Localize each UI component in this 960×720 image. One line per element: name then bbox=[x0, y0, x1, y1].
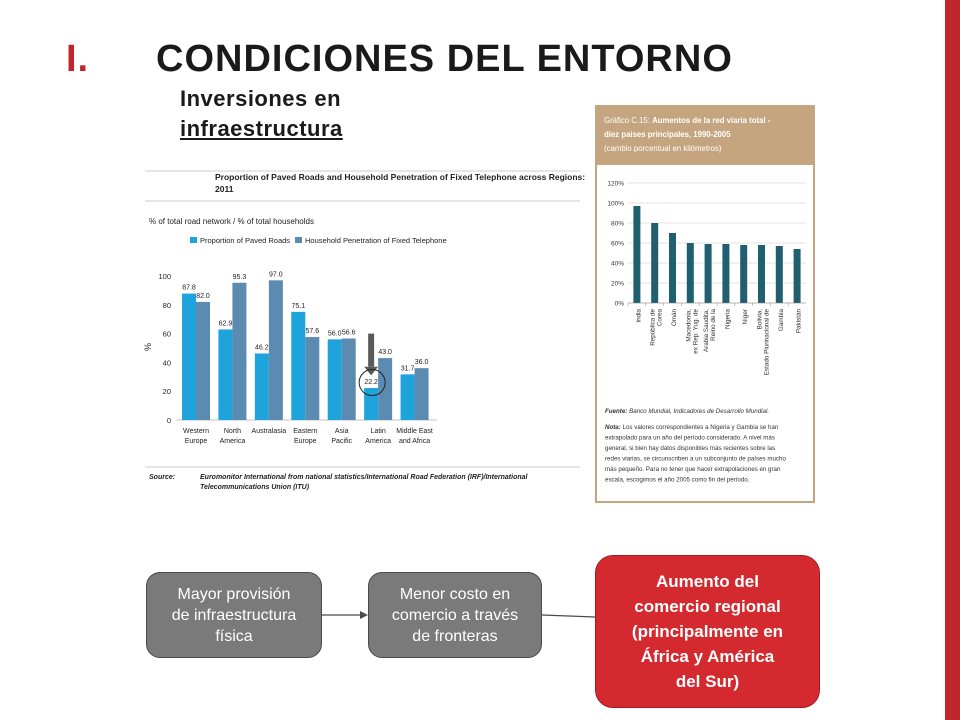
chart1-bar bbox=[328, 339, 342, 420]
chart2-bar bbox=[758, 245, 765, 303]
chart1-category-label: Australasia bbox=[251, 428, 287, 435]
chart2-source-text: Banco Mundial, Indicadores de Desarrollo Mundial. bbox=[629, 408, 770, 415]
chart2-bar bbox=[687, 243, 694, 303]
chart2-category-label: Omán bbox=[671, 309, 678, 327]
chart1-data-label: 62.9 bbox=[218, 320, 233, 328]
chart1-bar bbox=[291, 312, 305, 420]
chart1-data-label: 57.6 bbox=[305, 328, 320, 336]
chart2-bar bbox=[669, 233, 676, 303]
chart2-y-tick: 120% bbox=[607, 180, 624, 188]
slide-title: CONDICIONES DEL ENTORNO bbox=[156, 38, 733, 80]
paved-roads-telephone-chart bbox=[145, 165, 585, 505]
chart1-axis-note: % of total road network / % of total households bbox=[149, 217, 314, 226]
subtitle-line1: Inversiones en bbox=[180, 86, 342, 111]
legend-swatch-paved-roads bbox=[190, 237, 197, 243]
chart2-bar bbox=[794, 249, 801, 303]
chart2-bar bbox=[740, 245, 747, 303]
chart1-y-axis-label: % bbox=[143, 342, 153, 351]
chart1-data-label: 95.3 bbox=[232, 273, 247, 281]
chart1-title-line1: Proportion of Paved Roads and Household Penetration of Fixed Telephone across Regions: bbox=[215, 172, 586, 182]
flow-arrow-1-head bbox=[360, 611, 368, 619]
chart1-data-label: 97.0 bbox=[269, 271, 283, 279]
flow-box-infrastructure bbox=[146, 572, 322, 658]
chart1-category-label: Asia Pacific bbox=[331, 428, 353, 445]
chart2-source bbox=[605, 408, 769, 415]
chart2-category-label: Macedonia,ex Rep. Yug. de bbox=[685, 309, 700, 354]
chart2-title-prefix: Gráfico C.15: bbox=[604, 116, 650, 125]
chart2-y-tick: 0% bbox=[614, 300, 624, 308]
chart1-data-label: 31.7 bbox=[400, 365, 415, 373]
annotation-arrow-shaft bbox=[368, 334, 374, 367]
chart2-y-tick: 20% bbox=[610, 280, 624, 288]
chart2-bar bbox=[705, 244, 712, 303]
chart1-y-tick: 20 bbox=[162, 387, 171, 397]
chart1-category-label: Middle East and Africa bbox=[396, 428, 433, 445]
chart1-y-tick: 80 bbox=[162, 300, 171, 310]
chart2-bar bbox=[722, 244, 729, 303]
chart1-y-tick: 100 bbox=[158, 272, 171, 281]
chart1-bar bbox=[269, 280, 283, 420]
chart2-note-line: redes viarias, se circunscriben a un subconjunto de países mucho bbox=[605, 455, 786, 463]
legend-label-paved-roads: Proportion of Paved Roads bbox=[200, 236, 291, 245]
chart1-category-label: Latin America bbox=[365, 428, 391, 445]
chart1-data-label: 56.6 bbox=[341, 329, 356, 337]
chart1-bar bbox=[305, 337, 319, 420]
flow-connectors bbox=[322, 600, 602, 630]
chart2-category-label: Bolivia,Estado Plurinacional de bbox=[756, 309, 771, 376]
legend-label-telephone: Household Penetration of Fixed Telephone bbox=[305, 236, 447, 245]
chart1-category-label: Western Europe bbox=[183, 428, 209, 445]
chart1-bar bbox=[364, 388, 378, 420]
chart2-note-label: Nota: bbox=[605, 424, 621, 431]
flow-box1-line1: Mayor provisión bbox=[177, 585, 291, 603]
flow-box3-line1: Aumento del bbox=[656, 572, 759, 591]
chart1-data-label: 75.1 bbox=[291, 302, 306, 310]
chart1-bar bbox=[255, 353, 269, 420]
chart2-note-line: más pequeño. Para no tener que hacer extrapolaciones en gran bbox=[605, 466, 781, 473]
flow-box2-line2: comercio a través bbox=[391, 606, 519, 624]
chart1-y-tick: 40 bbox=[162, 358, 171, 368]
flow-box2-line1: Menor costo en bbox=[399, 585, 511, 603]
flow-box3-line5: del Sur) bbox=[675, 672, 740, 691]
chart2-category-label: República deCorea bbox=[649, 309, 664, 346]
chart2-y-tick: 100% bbox=[607, 200, 624, 208]
chart1-y-tick: 60 bbox=[162, 329, 171, 339]
chart2-note-line: extrapolado para un año del período considerado. A nivel más bbox=[605, 434, 775, 442]
chart1-data-label: 56.0 bbox=[327, 330, 342, 338]
chart1-data-label: 82.0 bbox=[196, 292, 210, 300]
chart1-bar bbox=[182, 294, 196, 420]
chart1-bar bbox=[415, 368, 429, 420]
chart1-bar bbox=[218, 329, 232, 420]
chart2-category-label: India bbox=[635, 309, 643, 323]
chart2-category-label: Arabia Saudita,Reino de la bbox=[703, 309, 718, 353]
flow-box-regional-trade bbox=[595, 555, 820, 708]
chart1-bar bbox=[401, 374, 415, 420]
chart2-source-label: Fuente: bbox=[605, 408, 628, 415]
chart2-y-tick: 40% bbox=[610, 260, 624, 268]
chart1-bar bbox=[232, 283, 246, 420]
chart2-bar bbox=[776, 246, 783, 303]
chart2-bar bbox=[651, 223, 658, 303]
chart2-category-label: Nigeria bbox=[724, 309, 732, 329]
subtitle-line2: infraestructura bbox=[180, 116, 343, 141]
chart1-data-label: 46.2 bbox=[255, 344, 269, 352]
chart1-data-label: 36.0 bbox=[414, 359, 429, 367]
chart2-bar bbox=[633, 206, 640, 303]
chart1-bar bbox=[196, 302, 210, 420]
chart2-note-line bbox=[605, 424, 779, 431]
chart1-source-line2: Telecommunications Union (ITU) bbox=[200, 484, 310, 491]
chart2-y-tick: 80% bbox=[610, 220, 624, 228]
chart1-bar bbox=[342, 338, 356, 420]
chart2-category-label: Níger bbox=[742, 309, 750, 325]
chart2-note-text: Los valores correspondientes a Nigeria y Gambia se han bbox=[620, 424, 779, 431]
chart2-note-line: general, si bien hay datos disponibles más recientes sobre las bbox=[605, 445, 776, 452]
chart1-title-line2: 2011 bbox=[215, 184, 234, 194]
chart1-source-line1: Euromonitor International from national statistics/International Road Federation (IRF)/International bbox=[200, 474, 528, 481]
chart1-y-tick: 0 bbox=[166, 416, 171, 425]
chart1-data-label: 22.2 bbox=[364, 379, 378, 387]
chart1-source-label: Source: bbox=[149, 474, 176, 481]
chart2-title-line2: diez países principales, 1990-2005 bbox=[604, 130, 731, 139]
legend-swatch-telephone bbox=[295, 237, 302, 243]
flow-box3-line2: comercio regional bbox=[634, 597, 781, 616]
section-number: I. bbox=[66, 38, 90, 80]
flow-box1-line2: de infraestructura bbox=[171, 606, 297, 624]
chart1-data-label: 43.0 bbox=[378, 349, 392, 357]
chart1-bar bbox=[378, 358, 392, 420]
chart2-category-label: Pakistán bbox=[795, 309, 803, 334]
chart1-category-label: North America bbox=[219, 428, 246, 445]
flow-box1-line3: física bbox=[215, 627, 253, 645]
chart2-y-tick: 60% bbox=[610, 240, 624, 248]
chart2-frame bbox=[596, 106, 814, 502]
road-network-growth-chart bbox=[596, 106, 816, 504]
chart2-category-label: Gambia bbox=[777, 309, 785, 332]
chart1-category-label: Eastern Europe bbox=[293, 428, 318, 445]
chart1-data-label: 87.8 bbox=[182, 284, 196, 292]
flow-box3-line3: (principalmente en bbox=[631, 622, 784, 641]
flow-box3-line4: África y América bbox=[640, 647, 775, 666]
chart2-title-line1 bbox=[604, 116, 771, 125]
chart2-title-main: Aumentos de la red viaria total - bbox=[652, 116, 771, 125]
chart2-title-line3: (cambio porcentual en kilómetros) bbox=[604, 144, 722, 153]
right-accent-bar bbox=[945, 0, 960, 720]
flow-arrow-2-line bbox=[542, 615, 595, 617]
chart2-note-line: escala, escogimos el año 2005 como fin del período. bbox=[605, 476, 750, 484]
flow-box2-line3: de fronteras bbox=[412, 627, 498, 645]
